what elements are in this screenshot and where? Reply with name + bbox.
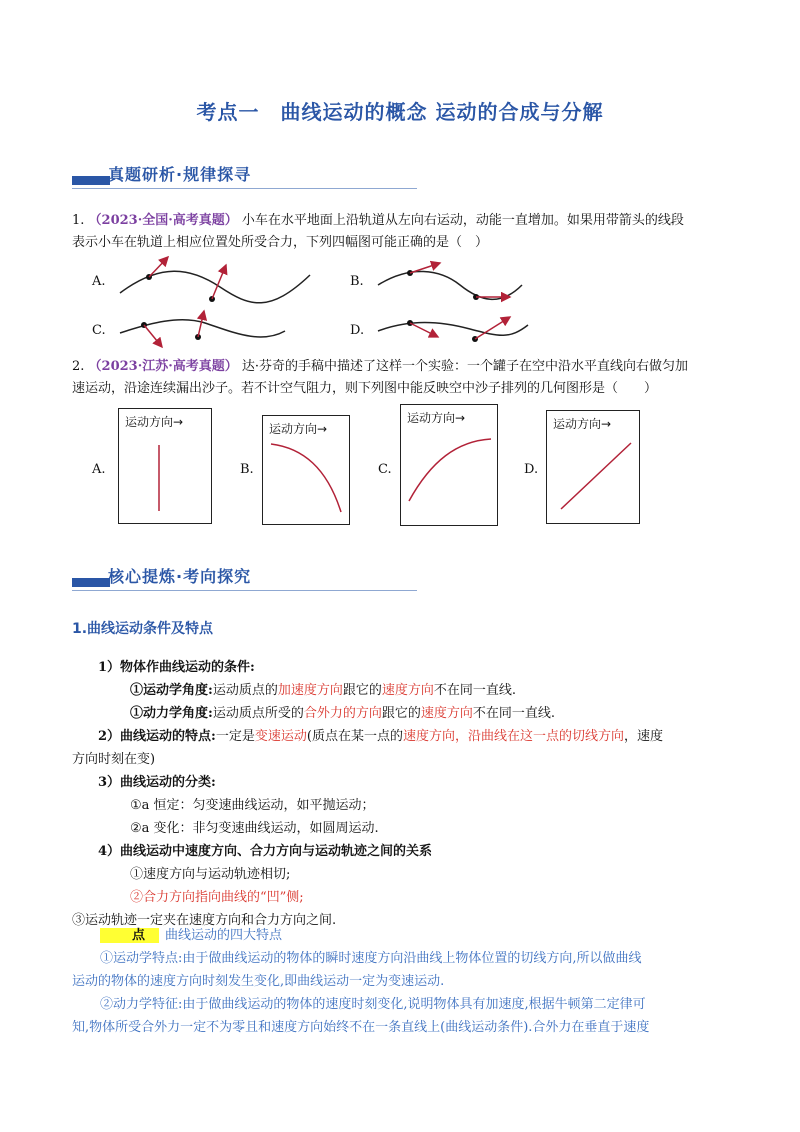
direction-label: 运动方向→ (407, 411, 466, 425)
question-number: 2. (72, 359, 85, 374)
q2-option-b-label: B. (240, 462, 254, 477)
option-a-box (118, 408, 212, 524)
feature-line: 2）曲线运动的特点:一定是变速运动(质点在某一点的速度方向，沿曲线在这一点的切线方向，速度 (98, 729, 663, 744)
option-d-box (546, 410, 640, 524)
track-curve (378, 271, 522, 299)
force-arrow (410, 323, 438, 337)
highlight-tag: 点 (100, 928, 159, 943)
question-source: （2023·全国·高考真题） (88, 213, 238, 228)
sand-shape (263, 416, 349, 524)
note-1-line1: ①运动学特点:由于做曲线运动的物体的瞬时速度方向沿曲线上物体位置的切线方向,所以做曲线 (100, 951, 642, 966)
direction-label: 运动方向→ (125, 415, 184, 429)
sand-shape (547, 411, 639, 523)
question-text-line2: 速运动，沿途连续漏出沙子。若不计空气阻力，则下列图中能反映空中沙子排列的几何图形是（ ） (72, 381, 658, 396)
section-label: 核心提炼·考向探究 (108, 567, 252, 586)
q1-option-c-label: C. (92, 323, 106, 338)
feature-line-2: 方向时刻在变) (72, 752, 156, 767)
q1-figures (80, 255, 540, 350)
sand-shape (401, 405, 497, 525)
section-underline (72, 188, 417, 189)
force-arrow (198, 311, 204, 337)
subheading: 1.曲线运动条件及特点 (72, 621, 214, 637)
section-header-2 (72, 562, 417, 592)
option-c-box (400, 404, 498, 526)
section-header-1 (72, 160, 417, 190)
note-1-line2: 运动的物体的速度方向时刻发生变化,即曲线运动一定为变速运动. (72, 974, 445, 989)
question-1 (72, 210, 732, 254)
force-arrow (212, 265, 226, 299)
classification-title: 3）曲线运动的分类: (98, 775, 216, 790)
kinematics-line: ①运动学角度:运动质点的加速度方向跟它的速度方向不在同一直线. (130, 683, 517, 698)
relation-a: ①速度方向与运动轨迹相切; (130, 867, 291, 882)
relation-title: 4）曲线运动中速度方向、合力方向与运动轨迹之间的关系 (98, 844, 433, 859)
page-title: 考点一 曲线运动的概念 运动的合成与分解 (196, 100, 604, 124)
q1-option-a-label: A. (92, 274, 106, 289)
option-c-figure (120, 311, 285, 347)
note-2-line2: 知,物体所受合外力一定不为零且和速度方向始终不在一条直线上(曲线运动条件).合外力在垂直于速度 (72, 1020, 650, 1035)
q1-option-b-label: B. (350, 274, 364, 289)
q2-option-a-label: A. (92, 462, 106, 477)
q1-option-d-label: D. (350, 323, 365, 338)
option-d-figure (378, 317, 528, 342)
relation-b: ②合力方向指向曲线的“凹”侧; (130, 890, 304, 905)
q2-option-c-label: C. (378, 462, 392, 477)
question-source: （2023·江苏·高考真题） (88, 359, 238, 374)
direction-label: 运动方向→ (553, 417, 612, 431)
option-b-figure (378, 263, 522, 300)
dynamics-line: ①动力学角度:运动质点所受的合外力的方向跟它的速度方向不在同一直线. (130, 706, 556, 721)
sand-shape (119, 409, 211, 523)
note-title: 曲线运动的四大特点 (165, 928, 283, 943)
option-a-figure (120, 257, 310, 303)
condition-title: 1）物体作曲线运动的条件: (98, 660, 255, 675)
classification-a: ①a 恒定：匀变速曲线运动，如平抛运动； (130, 798, 375, 813)
note-header (100, 925, 282, 947)
section-label: 真题研析·规律探寻 (108, 165, 252, 184)
force-arrow (144, 325, 162, 347)
note-2-line1: ②动力学特征:由于做曲线运动的物体的速度时刻变化,说明物体具有加速度,根据牛顿第二定律可 (100, 997, 646, 1012)
section-marker (72, 176, 110, 185)
q2-option-d-label: D. (524, 462, 539, 477)
question-text-line1: 达·芬奇的手稿中描述了这样一个实验：一个罐子在空中沿水平直线向右做匀加 (241, 359, 689, 374)
section-marker (72, 578, 110, 587)
classification-b: ②a 变化：非匀变速曲线运动，如圆周运动. (130, 821, 379, 836)
question-text-line1: 小车在水平地面上沿轨道从左向右运动，动能一直增加。如果用带箭头的线段 (241, 213, 684, 228)
section-underline (72, 590, 417, 591)
relation-c: ③运动轨迹一定夹在速度方向和合力方向之间. (72, 913, 337, 928)
direction-label: 运动方向→ (269, 422, 328, 436)
track-curve (378, 323, 528, 336)
question-2 (72, 356, 732, 400)
question-text-line2: 表示小车在轨道上相应位置处所受合力，下列四幅图可能正确的是（ ） (72, 235, 489, 250)
question-number: 1. (72, 213, 85, 228)
option-b-box (262, 415, 350, 525)
